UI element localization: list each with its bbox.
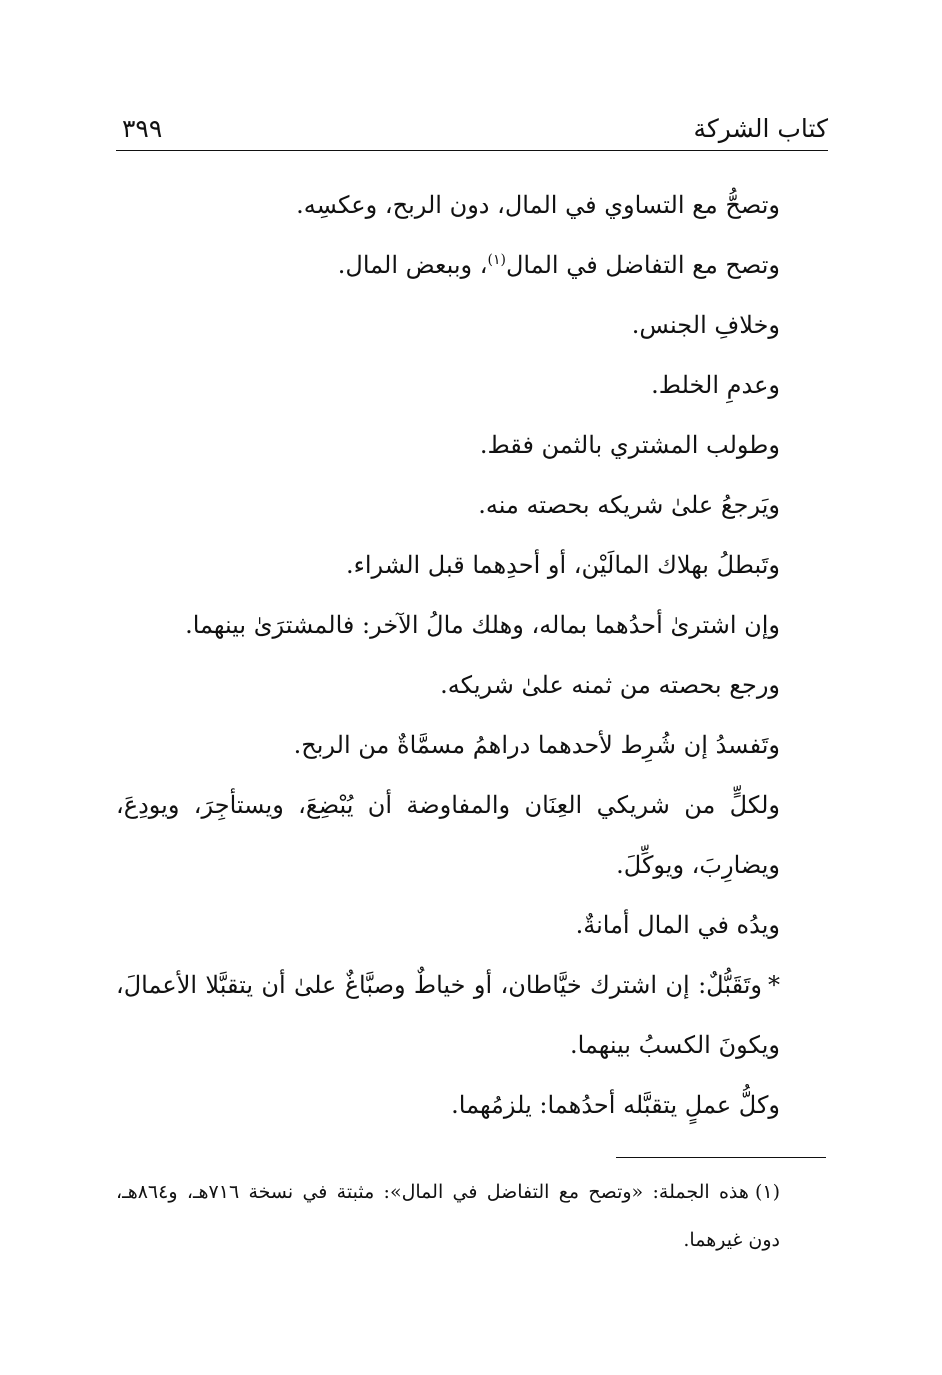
- text-line: وتَفسدُ إن شُرِط لأحدهما دراهمُ مسمَّاةٌ من الربح.: [293, 731, 780, 759]
- footnote-reference[interactable]: (١): [487, 252, 506, 268]
- text-line: وخلافِ الجنس.: [631, 311, 780, 339]
- footnote-number: (١): [754, 1181, 780, 1203]
- section-paragraph: [116, 955, 828, 1075]
- text-line: وعدمِ الخلط.: [651, 371, 780, 399]
- text-line: وتصحُّ مع التساوي في المال، دون الربح، وعكسِه.: [296, 191, 780, 219]
- text-line: وتَبطلُ بهلاك المالَيْن، أو أحدِهما قبل الشراء.: [345, 551, 780, 579]
- section-text: وتَقَبُّلٌ: إن اشترك خيَّاطان، أو خياطٌ وصبَّاغٌ علىٰ أن يتقبَّلا الأعمالَ، ويكونَ الكسبُ بينهما.: [116, 971, 780, 1059]
- asterisk-icon: *: [768, 971, 780, 999]
- text-line: وطولب المشتري بالثمن فقط.: [479, 431, 780, 459]
- main-text: [116, 175, 828, 1135]
- footnote-divider: [616, 1157, 826, 1158]
- text-line: وكلُّ عملٍ يتقبَّله أحدُهما: يلزمُهما.: [451, 1091, 780, 1119]
- text-line: وإن اشترىٰ أحدُهما بماله، وهلك مالُ الآخر: فالمشترَىٰ بينهما.: [185, 611, 780, 639]
- footnotes: [116, 1168, 828, 1264]
- footnote-text: هذه الجملة: «وتصح مع التفاضل في المال»: مثبتة في نسخة ٧١٦هـ، و٨٦٤هـ، دون غيرهما.: [116, 1181, 780, 1251]
- text-line: ويَرجعُ علىٰ شريكه بحصته منه.: [478, 491, 780, 519]
- text-line-head: وتصح مع التفاضل في المال: [505, 251, 780, 279]
- running-header: [116, 112, 828, 151]
- footnote: [116, 1168, 828, 1264]
- text-paragraph: ولكلٍّ من شريكي العِنَان والمفاوضة أن يُبْضِعَ، ويستأجِرَ، ويودِعَ، ويضارِبَ، ويوكِّلَ.: [116, 791, 780, 879]
- chapter-title: كتاب الشركة: [693, 114, 828, 143]
- text-line: ورجع بحصته من ثمنه علىٰ شريكه.: [440, 671, 780, 699]
- page-number: ٣٩٩: [122, 114, 163, 143]
- text-line-with-note: [116, 235, 828, 295]
- text-line: ويدُه في المال أمانةٌ.: [575, 911, 780, 939]
- text-line-tail: ، وببعض المال.: [337, 251, 488, 279]
